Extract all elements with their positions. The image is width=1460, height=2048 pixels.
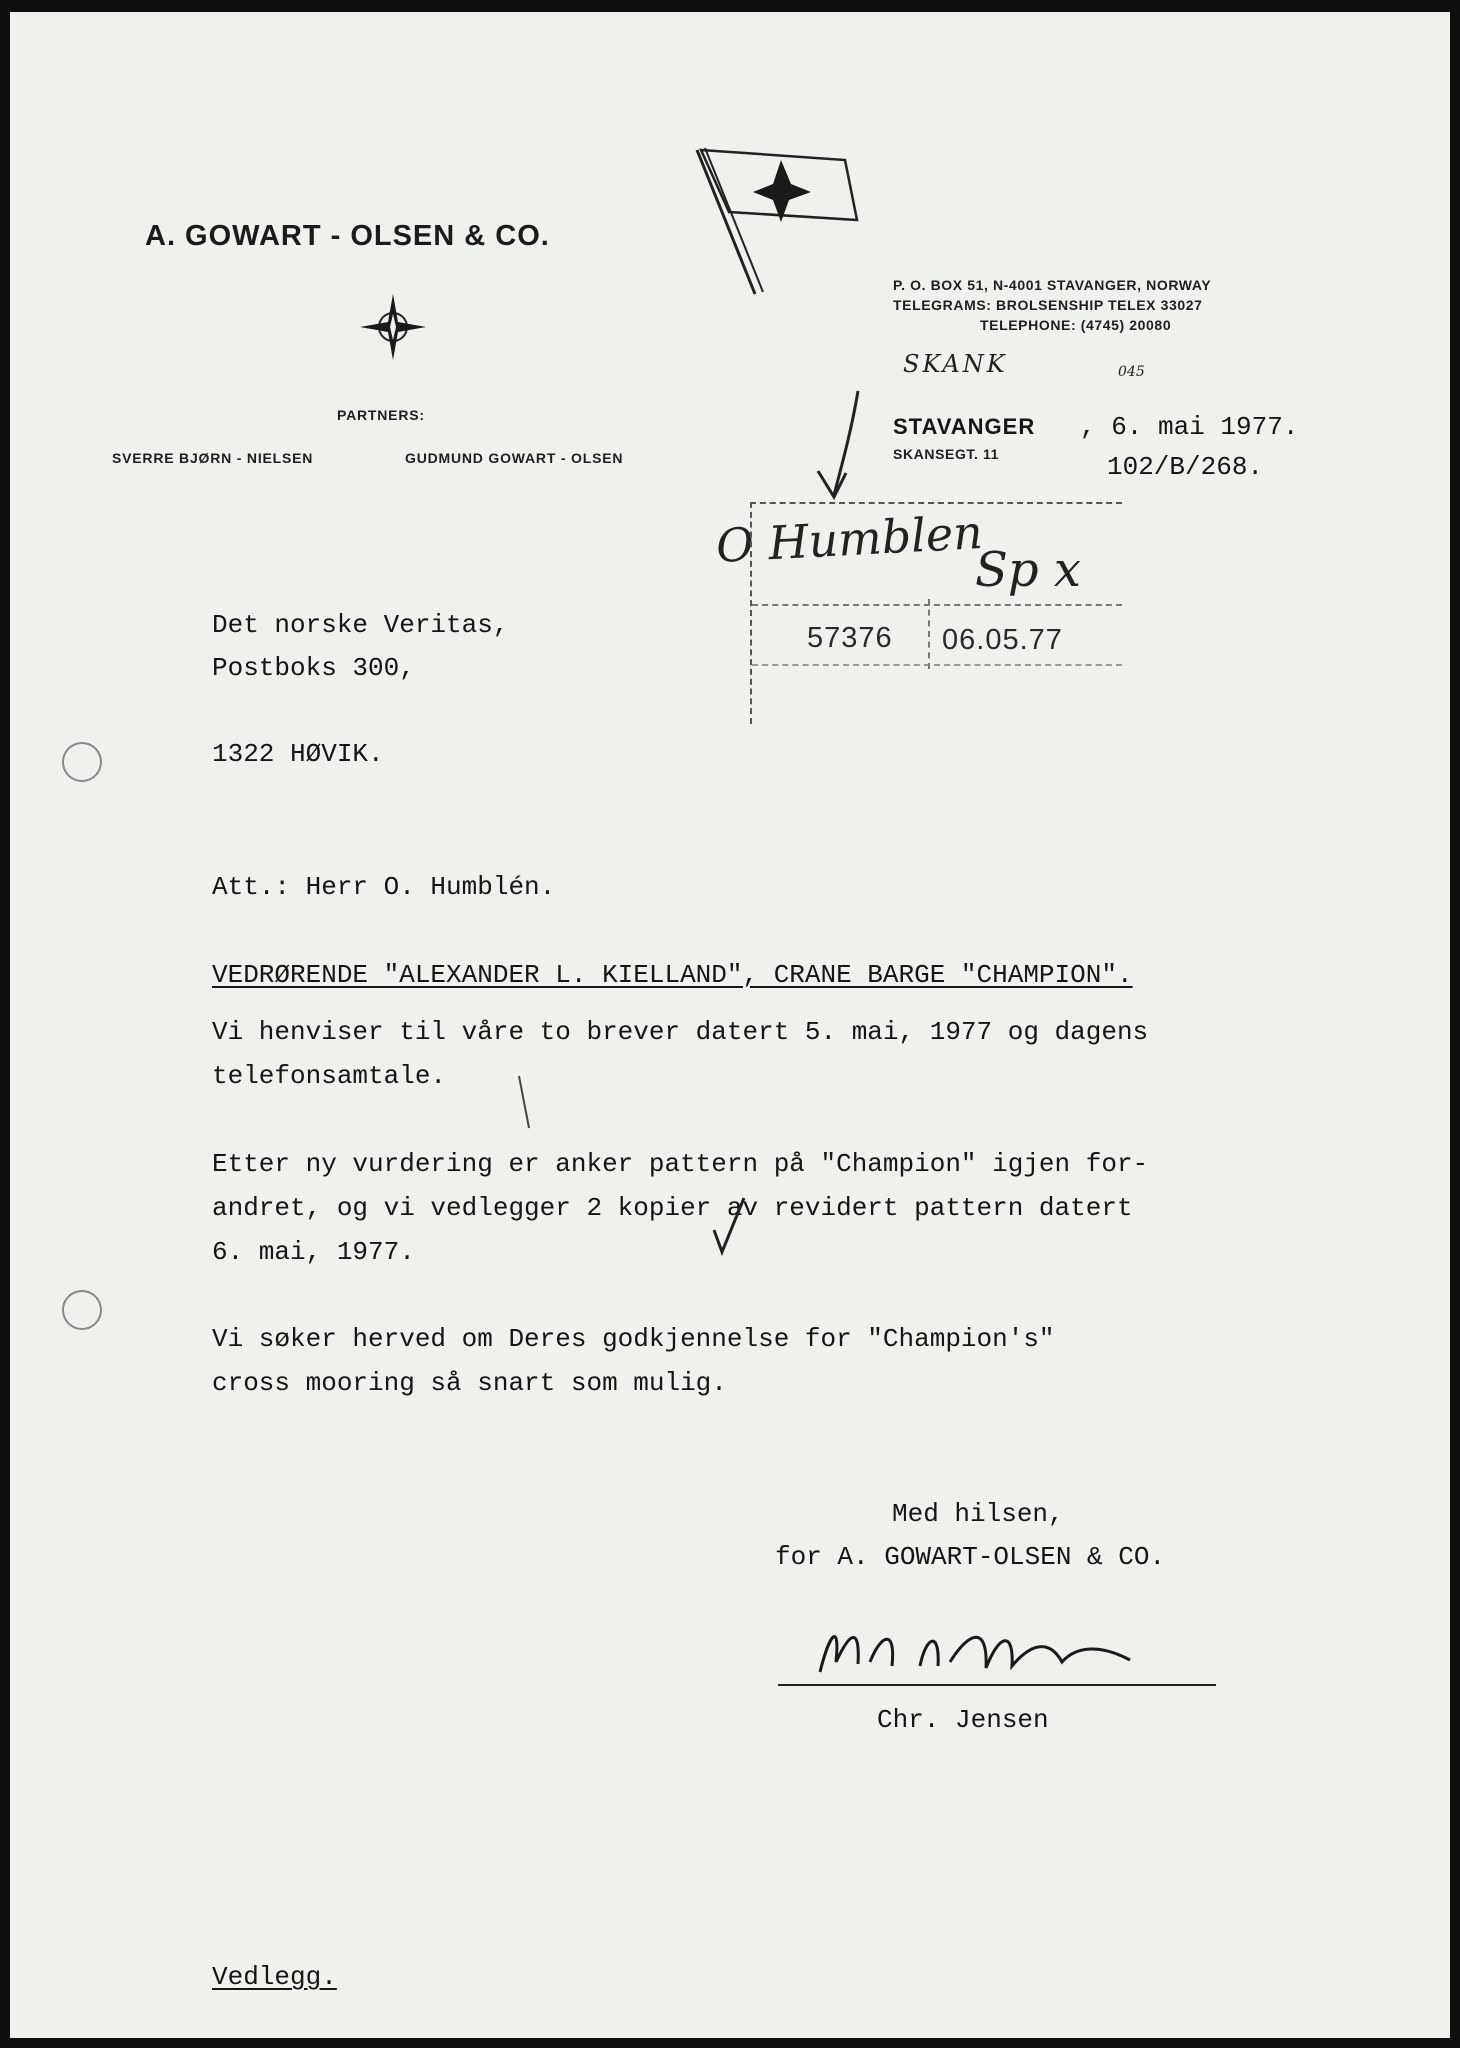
pencil-mark — [515, 1072, 535, 1132]
closing-greeting: Med hilsen, — [892, 1499, 1064, 1529]
address-line-1: P. O. BOX 51, N-4001 STAVANGER, NORWAY — [893, 277, 1212, 293]
subject-line: VEDRØRENDE "ALEXANDER L. KIELLAND", CRANE BARGE "CHAMPION". — [212, 960, 1133, 990]
stamp-number: 57376 — [807, 622, 893, 654]
reference-number: 102/B/268. — [1107, 452, 1264, 482]
body-line-3: Etter ny vurdering er anker pattern på "Champion" igjen for- — [212, 1149, 1149, 1179]
recipient-line-3: 1322 HØVIK. — [212, 739, 384, 769]
closing-for-line: for A. GOWART-OLSEN & CO. — [775, 1542, 1166, 1572]
address-line-2: TELEGRAMS: BROLSENSHIP TELEX 33027 — [893, 297, 1203, 313]
letter-date: , 6. mai 1977. — [1080, 412, 1299, 442]
body-line-7: cross mooring så snart som mulig. — [212, 1368, 727, 1398]
handwritten-name: O Humblen — [714, 505, 984, 573]
partner-2: GUDMUND GOWART - OLSEN — [405, 450, 624, 466]
body-line-1: Vi henviser til våre to brever datert 5. mai, 1977 og dagens — [212, 1017, 1149, 1047]
recipient-line-2: Postboks 300, — [212, 653, 415, 683]
body-line-5: 6. mai, 1977. — [212, 1237, 415, 1267]
recipient-line-1: Det norske Veritas, — [212, 610, 509, 640]
address-line-3: TELEPHONE: (4745) 20080 — [980, 317, 1172, 333]
enclosure-label: Vedlegg. — [212, 1962, 337, 1992]
partner-1: SVERRE BJØRN - NIELSEN — [112, 450, 314, 466]
street-address: SKANSEGT. 11 — [893, 446, 1000, 462]
flag-logo — [685, 142, 875, 302]
punch-hole-top — [62, 742, 102, 782]
partners-label: PARTNERS: — [337, 407, 425, 423]
stamp-date: 06.05.77 — [942, 624, 1063, 656]
body-line-2: telefonsamtale. — [212, 1061, 447, 1091]
body-line-6: Vi søker herved om Deres godkjennelse for "Champion's" — [212, 1324, 1055, 1354]
handwritten-arrow — [810, 387, 870, 507]
attention-line: Att.: Herr O. Humblén. — [212, 872, 556, 902]
body-line-4: andret, og vi vedlegger 2 kopier av revidert pattern datert — [212, 1193, 1133, 1223]
letter-page — [10, 12, 1450, 2038]
handwritten-initials: Sp x — [975, 542, 1081, 598]
signer-name: Chr. Jensen — [877, 1705, 1049, 1735]
receipt-stamp — [750, 502, 1122, 724]
signature-line — [778, 1684, 1216, 1686]
city: STAVANGER — [893, 414, 1036, 439]
company-name: A. GOWART - OLSEN & CO. — [145, 220, 550, 252]
handwritten-check-mark — [710, 1192, 750, 1262]
handwritten-note-top: SKANK — [903, 350, 1008, 378]
signature — [800, 1612, 1160, 1692]
handwritten-note-number: 045 — [1118, 364, 1145, 380]
compass-star-icon — [358, 292, 428, 362]
punch-hole-bottom — [62, 1290, 102, 1330]
